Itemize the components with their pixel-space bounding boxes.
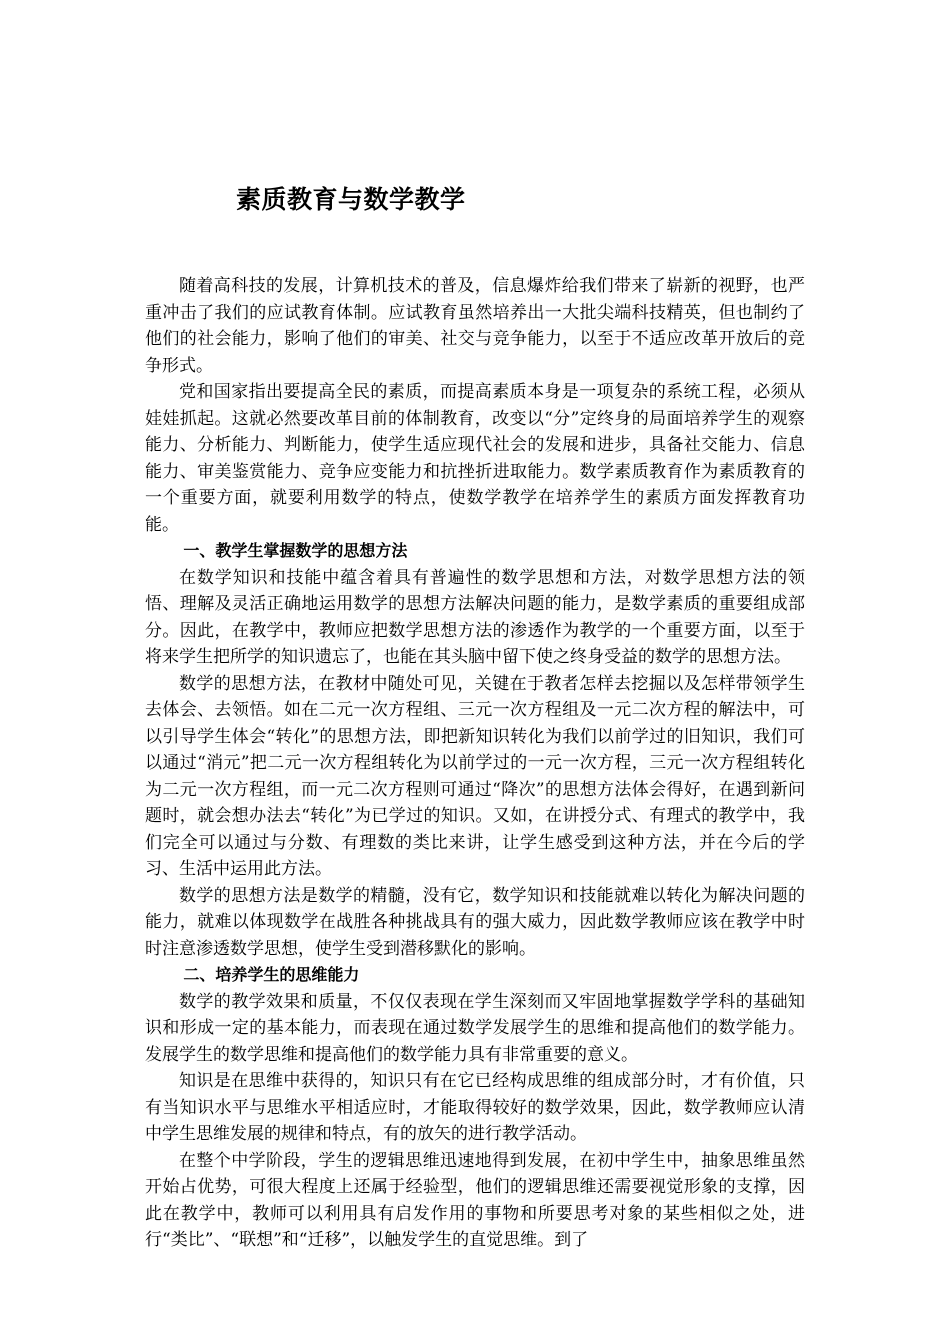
section-heading: 一、教学生掌握数学的思想方法 [183,541,408,560]
body-paragraph: 在整个中学阶段，学生的逻辑思维迅速地得到发展，在初中学生中，抽象思维虽然开始占优势，可很大程度上还属于经验型，他们的逻辑思维还需要视觉形象的支撑，因此在教学中，教师可以利用具有启发作用的事物和所要思考对象的某些相似之处，进行“类比”、“联想”和“迁移”，以触发学生的直觉思维。到了 [145,1150,805,1250]
body-paragraph: 数学的教学效果和质量，不仅仅表现在学生深刻而又牢固地掌握数学学科的基础知识和形成一定的基本能力，而表现在通过数学发展学生的思维和提高他们的数学能力。发展学生的数学思维和提高他们的数学能力具有非常重要的意义。 [145,991,805,1065]
body-paragraph: 党和国家指出要提高全民的素质，而提高素质本身是一项复杂的系统工程，必须从娃娃抓起。这就必然要改革目前的体制教育，改变以“分”定终身的局面培养学生的观察能力、分析能力、判断能力，使学生适应现代社会的发展和进步，具备社交能力、信息能力、审美鉴赏能力、竞争应变能力和抗挫折进取能力。数学素质教育作为素质教育的一个重要方面，就要利用数学的特点，使数学教学在培养学生的素质方面发挥教育功能。 [145,382,805,535]
body-paragraph: 知识是在思维中获得的，知识只有在它已经构成思维的组成部分时，才有价值，只有当知识水平与思维水平相适应时，才能取得较好的数学效果，因此，数学教师应认清中学生思维发展的规律和特点，有的放矢的进行教学活动。 [145,1071,805,1144]
body-paragraph: 数学的思想方法是数学的精髓，没有它，数学知识和技能就难以转化为解决问题的能力，就难以体现数学在战胜各种挑战具有的强大威力，因此数学教师应该在教学中时时注意渗透数学思想，使学生受到潜移默化的影响。 [145,885,805,959]
document-body [145,273,805,1254]
document-title: 素质教育与数学教学 [236,185,466,214]
body-paragraph: 数学的思想方法，在教材中随处可见，关键在于教者怎样去挖掘以及怎样带领学生去体会、去领悟。如在二元一次方程组、三元一次方程组及一元二次方程的解法中，可以引导学生体会“转化”的思想方法，即把新知识转化为我们以前学过的旧知识，我们可以通过“消元”把二元一次方程组转化为以前学过的一元一次方程，三元一次方程组转化为二元一次方程组，而一元二次方程则可通过“降次”的思想方法体会得好，在遇到新问题时，就会想办法去“转化”为已学过的知识。又如，在讲授分式、有理式的教学中，我们完全可以通过与分数、有理数的类比来讲，让学生感受到这种方法，并在今后的学习、生活中运用此方法。 [145,673,805,879]
body-paragraph: 在数学知识和技能中蕴含着具有普遍性的数学思想和方法，对数学思想方法的领悟、理解及灵活正确地运用数学的思想方法解决问题的能力，是数学素质的重要组成部分。因此，在教学中，教师应把数学思想方法的渗透作为教学的一个重要方面，以至于将来学生把所学的知识遗忘了，也能在其头脑中留下使之终身受益的数学的思想方法。 [145,567,805,667]
section-heading: 二、培养学生的思维能力 [183,965,360,984]
body-paragraph: 随着高科技的发展，计算机技术的普及，信息爆炸给我们带来了崭新的视野，也严重冲击了我们的应试教育体制。应试教育虽然培养出一大批尖端科技精英，但也制约了他们的社会能力，影响了他们的审美、社交与竞争能力，以至于不适应改革开放后的竞争形式。 [145,276,805,376]
